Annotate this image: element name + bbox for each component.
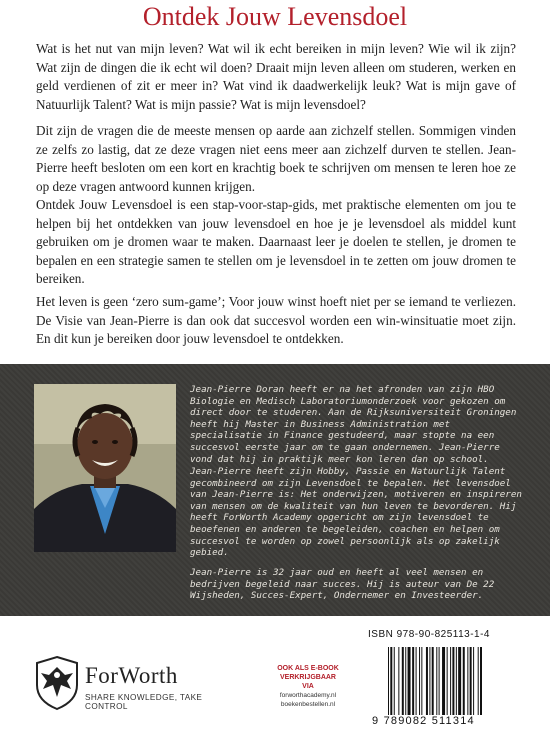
barcode-bar <box>456 647 457 715</box>
isbn <box>368 624 528 642</box>
barcode-bar <box>402 647 404 715</box>
barcode-bar <box>408 647 411 715</box>
barcode-icon <box>388 647 522 715</box>
barcode-bar <box>388 647 389 715</box>
paragraph-intro: Dit zijn de vragen die de meeste mensen op aarde aan zichzelf stellen. Sommigen vinden ze zelfs zo lastig, dat ze deze vragen niet eens meer aan zichzelf durven te stellen. Jean-Pierre heeft besloten om een kort en krachtig boek te schrijven om mensen te leren hoe ze op deze vragen antwoord kunnen krijgen. <box>36 123 516 194</box>
barcode-bar <box>394 647 395 715</box>
barcode-bar <box>398 647 399 715</box>
eagle-shield-icon <box>35 655 79 711</box>
barcode-bar <box>447 647 448 715</box>
barcode-bar <box>442 647 445 715</box>
barcode-bar <box>421 647 422 715</box>
barcode-bar <box>426 647 428 715</box>
barcode-bar <box>473 647 474 715</box>
barcode-panel <box>370 643 530 731</box>
barcode-digits: 9 789082 511314 <box>372 715 475 727</box>
book-title: Ontdek Jouw Levensdoel <box>142 2 408 31</box>
barcode-bar <box>416 647 417 715</box>
barcode-bar <box>390 647 392 715</box>
publisher-logo <box>35 655 225 715</box>
bio-paragraph-education: Jean-Pierre Doran heeft er na het afronden van zijn HBO Biologie en Medisch Laboratoriumonderzoek voor gekozen om direct door te studeren. Aan de Rijksuniversiteit Groningen heeft hij Master in Business Administration met specialisatie in Finance gestudeerd, maar stopte na een succesvol eerste jaar om te gaan ondernemen. Jean-Pierre vond dat hij in praktijk meer kon leren dan op school. <box>190 384 517 465</box>
barcode-bar <box>463 647 465 715</box>
barcode-bar <box>412 647 414 715</box>
barcode-bar <box>436 647 437 715</box>
ebook-notice <box>263 664 353 709</box>
ebook-line-2: VERKRIJGBAAR <box>279 674 336 681</box>
ebook-line-3: VIA <box>302 683 314 690</box>
barcode-bar <box>458 647 461 715</box>
barcode-bar <box>467 647 468 715</box>
publisher-name: ForWorth <box>85 663 178 688</box>
barcode-bar <box>432 647 434 715</box>
barcode-bar <box>478 647 479 715</box>
paragraph-questions: Wat is het nut van mijn leven? Wat wil ik echt bereiken in mijn leven? Wie wil ik zijn? Wat zijn de dingen die ik echt wil doen? Draait mijn leven alleen om studeren, werken en geld verdienen of zit er meer in? Wat vind ik daadwerkelijk leuk? Wat is mijn gave of Natuurlijk Talent? Wat is mijn passie? Wat is mijn levensdoel? <box>36 41 516 112</box>
isbn-label: ISBN 978-90-825113-1-4 <box>368 629 490 640</box>
barcode-bar <box>405 647 406 715</box>
barcode-bar <box>439 647 440 715</box>
barcode-bar <box>470 647 472 715</box>
barcode-bar <box>429 647 430 715</box>
ebook-line-1: OOK ALS E-BOOK <box>277 665 339 672</box>
barcode-bar <box>419 647 420 715</box>
author-photo <box>34 384 176 552</box>
barcode-bar <box>480 647 482 715</box>
publisher-tagline: SHARE KNOWLEDGE, TAKE CONTROL <box>85 693 203 711</box>
paragraph-guide: Ontdek Jouw Levensdoel is een stap-voor-stap-gids, met praktische elementen om jou te helpen bij het ontdekken van jouw levensdoel en hoe je je levensdoel als middel kunt gebruiken om je dromen waar te maken. Daarnaast leer je doelen te stellen, je dromen te bepalen en een strategie samen te stellen om je levensdoel in te zetten om jouw dromen te bereiken. <box>36 197 516 286</box>
bio-paragraph-mission: Jean-Pierre heeft zijn Hobby, Passie en Natuurlijk Talent gecombineerd om zijn Levensdoel te bepalen. Het levensdoel van Jean-Pierre is: Het onderwijzen, motiveren en inspireren van mensen om de kwaliteit van hun leven te bevorderen. Hij heeft ForWorth Academy opgericht om zijn levensdoel te beoefenen en anderen te begeleiden, coachen en helpen om succesvol te worden op zowel persoonlijk als op zakelijk gebied. <box>190 466 522 559</box>
bio-paragraph-summary: Jean-Pierre is 32 jaar oud en heeft al veel mensen en bedrijven begeleid naar succes. Hij is auteur van De 22 Wijsheden, Succes-Expert, Ondernemer en Investeerder. <box>190 567 495 602</box>
ebook-site-forworth: forworthacademy.nl <box>279 692 337 699</box>
paragraph-vision: Het leven is geen ‘zero sum-game’; Voor jouw winst hoeft niet per se iemand te verliezen. De Visie van Jean-Pierre is dan ook dat succesvol worden een win-winsituatie moet zijn. En dit kun je bereiken door jouw levensdoel te ontdekken. <box>36 294 516 346</box>
barcode-bar <box>452 647 454 715</box>
ebook-site-boekenbestellen: boekenbestellen.nl <box>280 701 336 708</box>
author-portrait-illustration <box>34 384 176 552</box>
barcode-bar <box>450 647 451 715</box>
